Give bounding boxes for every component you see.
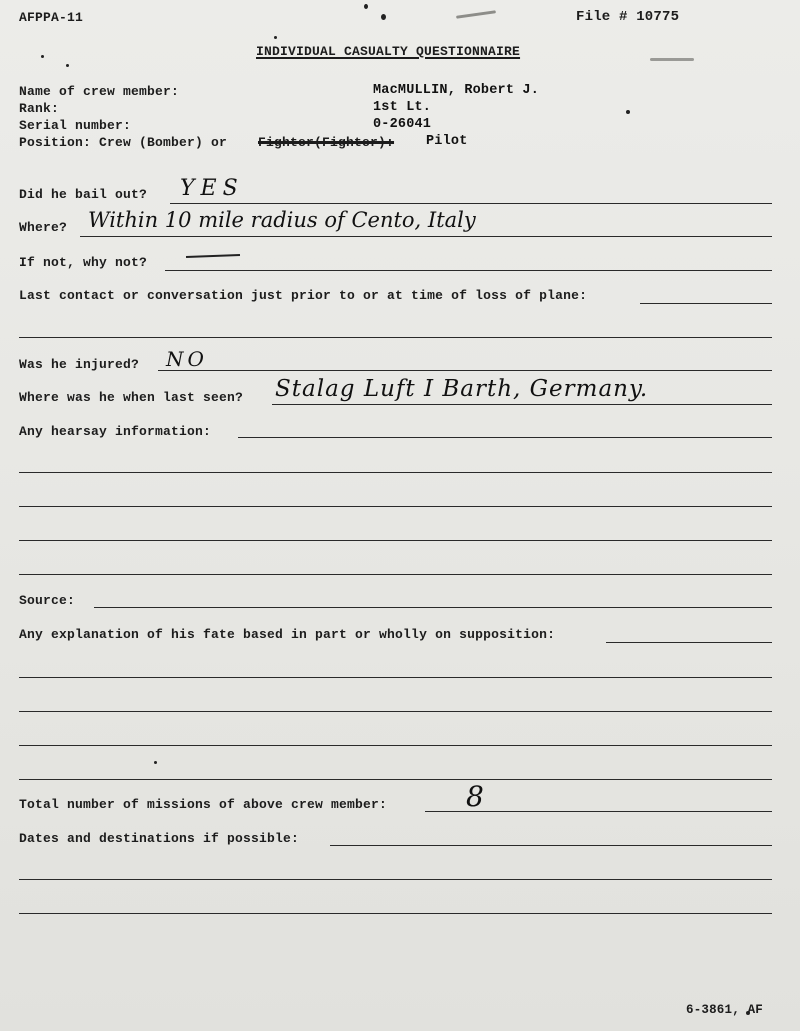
if-not-label: If not, why not? [19, 255, 148, 270]
serial-value: 0-26041 [373, 117, 432, 132]
scan-speck [626, 110, 630, 114]
file-number: File # 10775 [576, 9, 680, 25]
injured-answer: NO [166, 347, 208, 371]
crew-name-label: Name of crew member: [19, 84, 180, 99]
scan-speck [274, 36, 277, 39]
injured-line [158, 370, 772, 371]
crew-name-value: MacMULLIN, Robert J. [373, 83, 540, 98]
last-contact-label: Last contact or conversation just prior to or at time of loss of plane: [19, 288, 588, 303]
missions-answer: 8 [466, 780, 484, 813]
if-not-dash-mark [186, 254, 240, 258]
scan-speck [41, 55, 44, 58]
scan-speck [381, 14, 386, 20]
page-title: INDIVIDUAL CASUALTY QUESTIONNAIRE [256, 44, 521, 59]
explanation-line-2 [19, 677, 772, 678]
explanation-line-4 [19, 745, 772, 746]
explanation-label: Any explanation of his fate based in part or wholly on supposition: [19, 627, 556, 642]
form-number: 6-3861, AF [686, 1003, 764, 1017]
injured-label: Was he injured? [19, 357, 140, 372]
last-seen-answer: Stalag Luft I Barth, Germany. [275, 376, 649, 402]
scan-speck [364, 4, 368, 9]
hearsay-label: Any hearsay information: [19, 424, 212, 439]
if-not-line [165, 270, 772, 271]
scan-speck [154, 761, 157, 764]
form-code: AFPPA-11 [19, 10, 84, 25]
source-label: Source: [19, 593, 76, 608]
where-line [80, 236, 772, 237]
last-seen-line [272, 404, 772, 405]
hearsay-line-5 [19, 574, 772, 575]
missions-label: Total number of missions of above crew member: [19, 797, 388, 812]
explanation-line-5 [19, 779, 772, 780]
scan-speck [66, 64, 69, 67]
hearsay-line-2 [19, 472, 772, 473]
dates-line [330, 845, 772, 846]
scan-smudge [456, 10, 496, 19]
dates-line-3 [19, 913, 772, 914]
rank-label: Rank: [19, 101, 60, 116]
where-answer: Within 10 mile radius of Cento, Italy [88, 208, 476, 232]
bail-out-answer: YES [180, 176, 244, 201]
hearsay-line-4 [19, 540, 772, 541]
scan-smudge [650, 58, 694, 61]
position-label: Position: Crew (Bomber) or [19, 135, 228, 150]
dates-label: Dates and destinations if possible: [19, 831, 300, 846]
position-value: Pilot [426, 134, 468, 149]
hearsay-line [238, 437, 772, 438]
rank-value: 1st Lt. [373, 100, 432, 115]
serial-label: Serial number: [19, 118, 132, 133]
last-contact-line-2 [19, 337, 772, 338]
hearsay-line-3 [19, 506, 772, 507]
where-label: Where? [19, 220, 68, 235]
source-line [94, 607, 772, 608]
dates-line-2 [19, 879, 772, 880]
position-struck-text: Fighter(Fighter): [258, 135, 395, 150]
bail-out-label: Did he bail out? [19, 187, 148, 202]
last-seen-label: Where was he when last seen? [19, 390, 244, 405]
bail-out-line [170, 203, 772, 204]
explanation-line [606, 642, 772, 643]
explanation-line-3 [19, 711, 772, 712]
last-contact-line [640, 303, 772, 304]
